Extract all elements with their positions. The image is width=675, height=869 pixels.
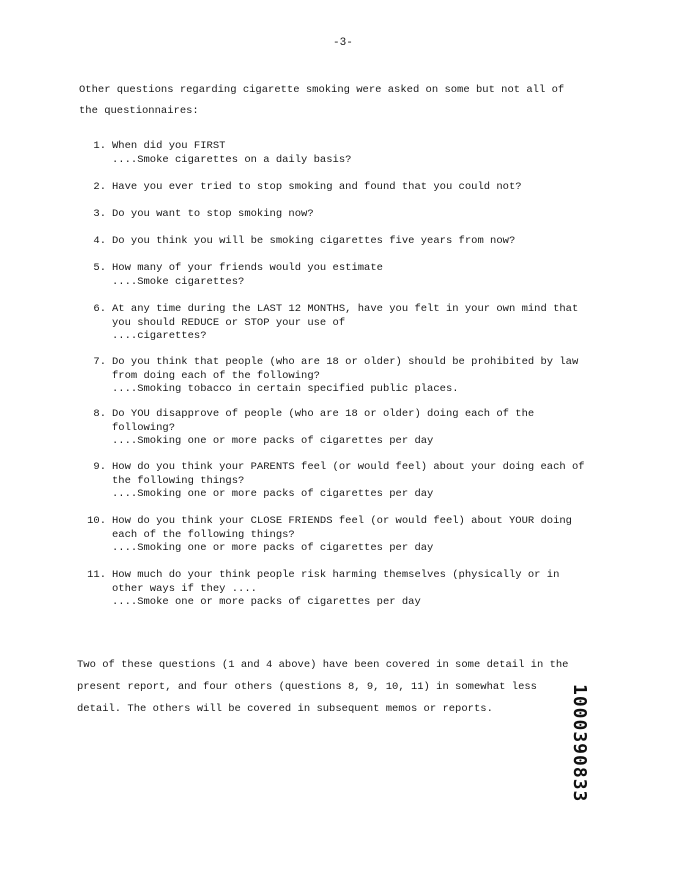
question-line: other ways if they .... xyxy=(112,582,257,595)
intro-line: Other questions regarding cigarette smoking were asked on some but not all of xyxy=(79,84,565,96)
question-number: 5. xyxy=(93,262,106,274)
question-line: ....Smoke cigarettes on a daily basis? xyxy=(112,153,352,166)
question-line: How do you think your CLOSE FRIENDS feel (or would feel) about YOUR doing xyxy=(112,515,572,527)
question-line: ....Smoke one or more packs of cigarettes per day xyxy=(112,596,421,608)
question-line: ....Smoking one or more packs of cigarettes per day xyxy=(112,488,434,500)
closing-line: present report, and four others (questions 8, 9, 10, 11) in somewhat less xyxy=(77,681,537,693)
question-line: How much do your think people risk harming themselves (physically or in xyxy=(112,569,560,581)
question-number: 3. xyxy=(93,208,106,220)
question-number: 11. xyxy=(87,569,106,581)
document-id-stamp: 1000390833 xyxy=(569,684,590,803)
question-number: 8. xyxy=(93,408,106,420)
question-number: 7. xyxy=(93,356,106,368)
page-number: -3- xyxy=(333,37,353,49)
question-line: ....cigarettes? xyxy=(112,330,207,342)
question-number: 4. xyxy=(93,235,106,247)
question-line: Do you want to stop smoking now? xyxy=(112,208,314,220)
question-line: each of the following things? xyxy=(112,528,295,541)
question-line: ....Smoking tobacco in certain specified public places. xyxy=(112,383,459,395)
question-line: Do you think that people (who are 18 or older) should be prohibited by law xyxy=(112,356,579,368)
question-line: When did you FIRST xyxy=(112,140,226,152)
question-line: the following things? xyxy=(112,474,245,487)
question-line: ....Smoking one or more packs of cigarettes per day xyxy=(112,542,434,554)
question-number: 9. xyxy=(93,461,106,473)
question-number: 1. xyxy=(93,140,106,152)
question-line: from doing each of the following? xyxy=(112,369,320,382)
intro-line: the questionnaires: xyxy=(79,105,199,117)
question-line: ....Smoking one or more packs of cigarettes per day xyxy=(112,435,434,447)
question-number: 10. xyxy=(87,515,106,527)
closing-paragraph xyxy=(77,654,607,720)
question-line: Do you think you will be smoking cigarettes five years from now? xyxy=(112,235,516,247)
question-number: 2. xyxy=(93,181,106,193)
closing-line: detail. The others will be covered in subsequent memos or reports. xyxy=(77,703,493,715)
intro-paragraph xyxy=(79,80,609,122)
question-line: Do YOU disapprove of people (who are 18 or older) doing each of the xyxy=(112,408,535,420)
question-line: How do you think your PARENTS feel (or would feel) about your doing each of xyxy=(112,461,585,473)
question-line: you should REDUCE or STOP your use of xyxy=(112,316,346,329)
closing-line: Two of these questions (1 and 4 above) have been covered in some detail in the xyxy=(77,659,569,671)
question-line: How many of your friends would you estimate xyxy=(112,262,383,274)
question-line: following? xyxy=(112,421,176,434)
question-line: At any time during the LAST 12 MONTHS, have you felt in your own mind that xyxy=(112,303,579,315)
question-line: Have you ever tried to stop smoking and found that you could not? xyxy=(112,181,522,193)
question-number: 6. xyxy=(93,303,106,315)
question-line: ....Smoke cigarettes? xyxy=(112,275,245,288)
